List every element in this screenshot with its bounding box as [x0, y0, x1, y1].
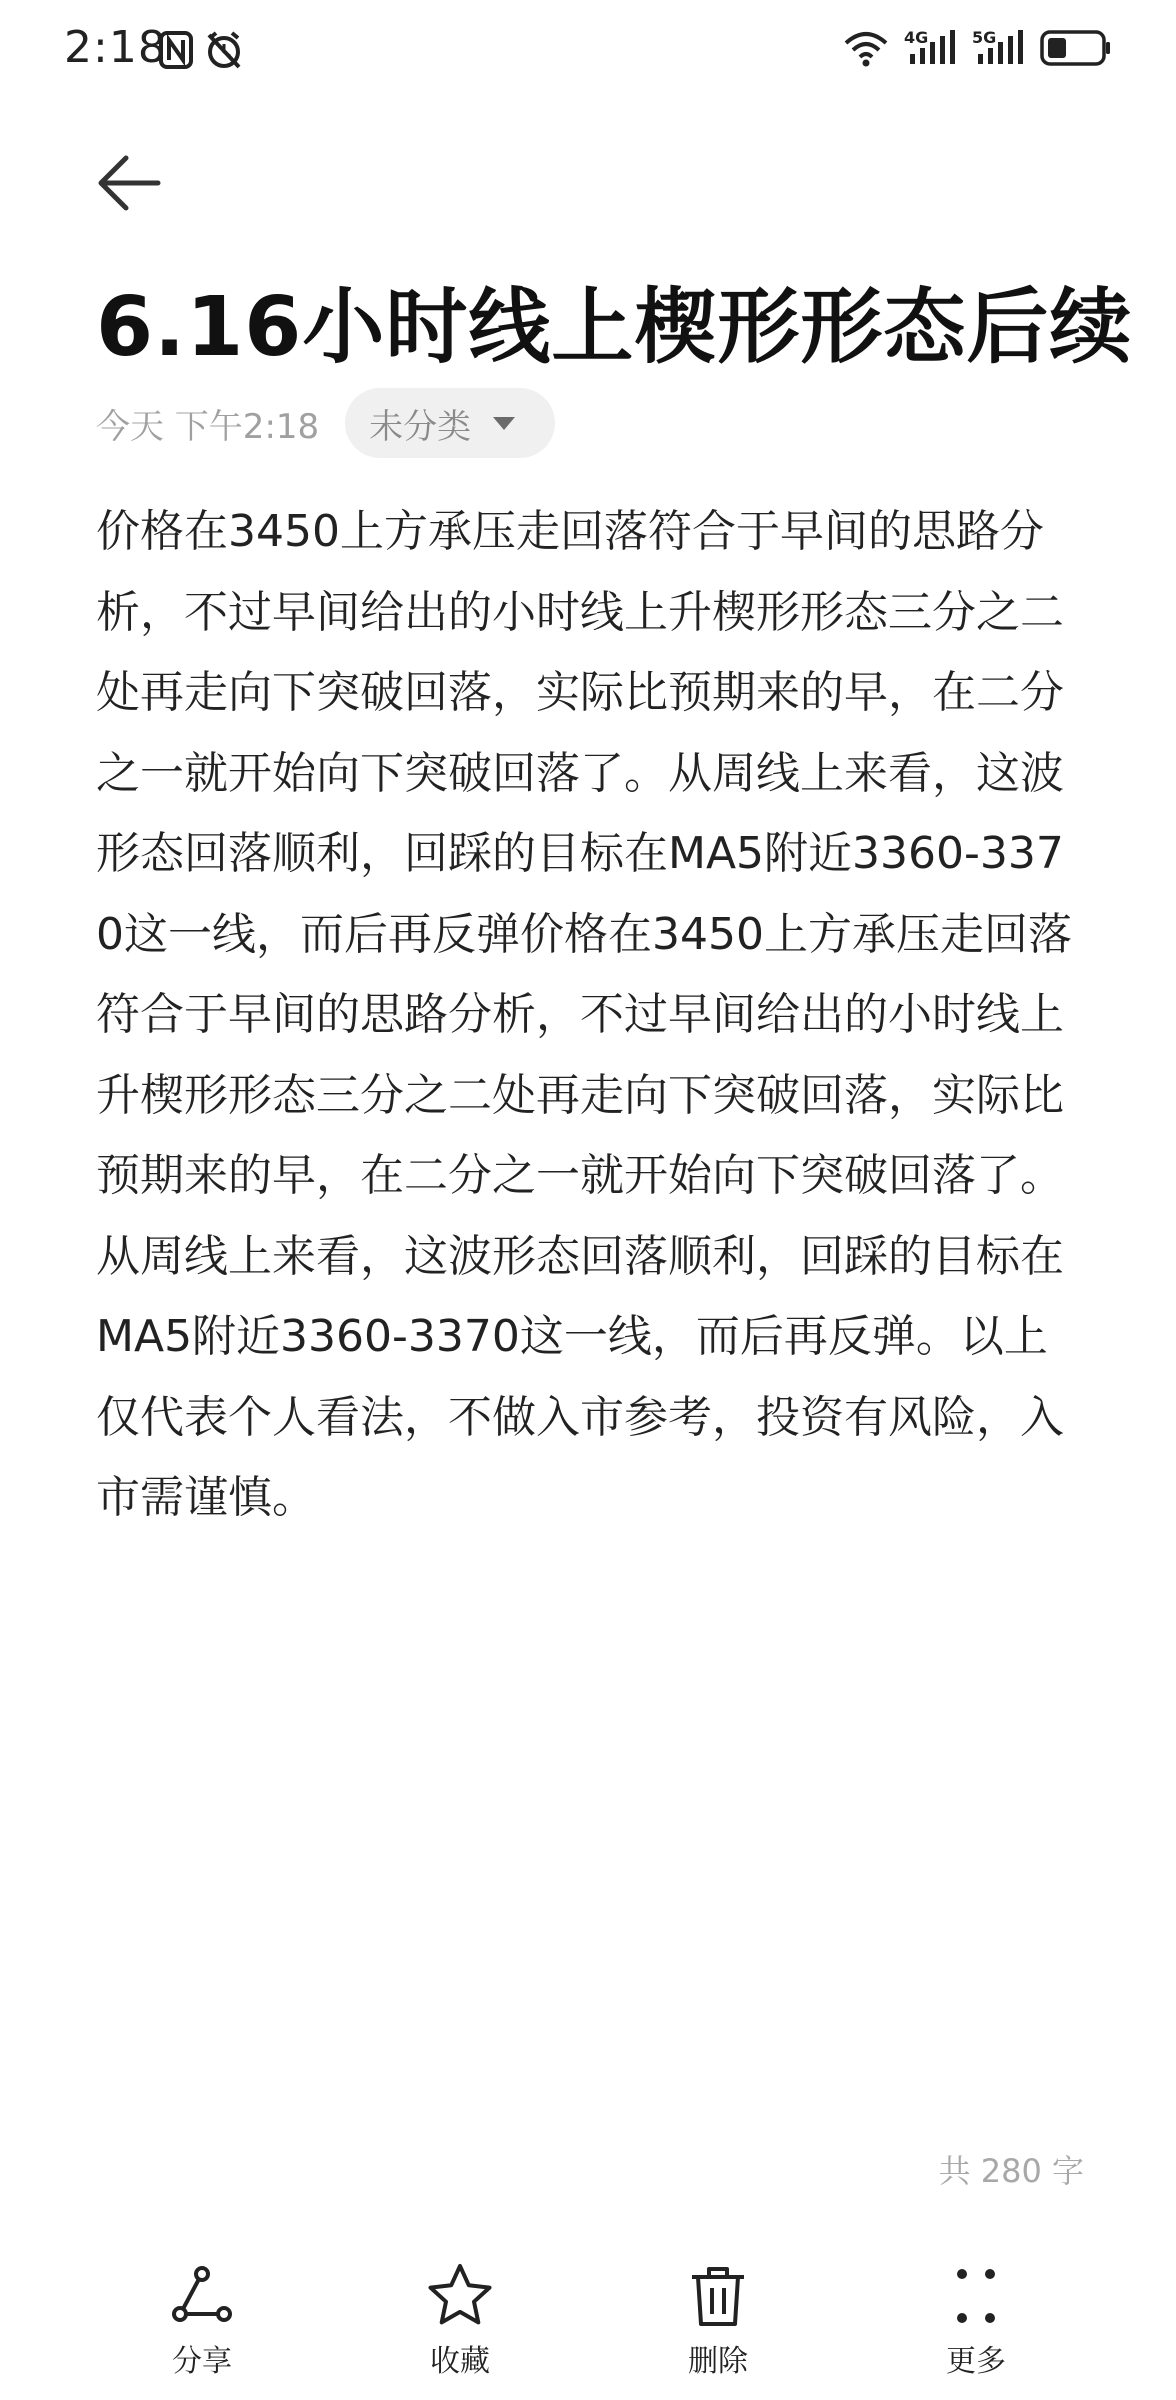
category-label: 未分类	[369, 406, 472, 447]
favorite-button[interactable]	[390, 2260, 530, 2380]
battery-icon	[1040, 28, 1112, 68]
note-meta	[96, 388, 555, 458]
wifi-icon	[842, 29, 890, 67]
chevron-down-icon	[493, 417, 515, 430]
delete-label: 删除	[688, 2344, 748, 2379]
note-title: 6.16小时线上楔形形态后续	[96, 280, 1133, 375]
more-button[interactable]	[906, 2260, 1046, 2380]
favorite-label: 收藏	[430, 2344, 490, 2379]
more-dots-icon	[940, 2260, 1012, 2332]
network-5g-label: 5G	[972, 28, 997, 47]
share-button[interactable]	[132, 2260, 272, 2380]
star-icon	[424, 2260, 496, 2332]
category-selector[interactable]	[345, 388, 555, 458]
share-label: 分享	[172, 2344, 232, 2379]
share-icon	[166, 2260, 238, 2332]
status-time: 2:18	[64, 22, 167, 73]
word-count: 共 280 字	[938, 2152, 1084, 2190]
alarm-off-icon	[204, 30, 244, 70]
trash-icon	[682, 2260, 754, 2332]
signal-5g-icon	[972, 28, 1026, 68]
bottom-toolbar	[0, 2250, 1176, 2400]
note-body[interactable]: 价格在3450上方承压走回落符合于早间的思路分析，不过早间给出的小时线上升楔形形态三分之二处再走向下突破回落，实际比预期来的早，在二分之一就开始向下突破回落了。从周线上来看，这波形态回落顺利，回踩的目标在MA5附近3360-3370这一线，而后再反弹价格在3450上方承压走回落符合于早间的思路分析，不过早间给出的小时线上升楔形形态三分之二处再走向下突破回落，实际比预期来的早，在二分之一就开始向下突破回落了。从周线上来看，这波形态回落顺利，回踩的目标在MA5附近3360-3370这一线，而后再反弹。以上仅代表个人看法，不做入市参考，投资有风险，入市需谨慎。	[96, 506, 1072, 1523]
more-label: 更多	[946, 2344, 1006, 2379]
back-button[interactable]	[92, 148, 172, 218]
note-timestamp: 今天 下午2:18	[96, 406, 320, 447]
nfc-icon	[158, 30, 194, 70]
back-arrow-icon	[92, 148, 172, 218]
status-left-icons	[158, 30, 244, 70]
network-4g-label: 4G	[904, 28, 929, 47]
delete-button[interactable]	[648, 2260, 788, 2380]
status-right-icons	[842, 28, 1112, 68]
signal-4g-icon	[904, 28, 958, 68]
status-bar	[0, 0, 1176, 100]
